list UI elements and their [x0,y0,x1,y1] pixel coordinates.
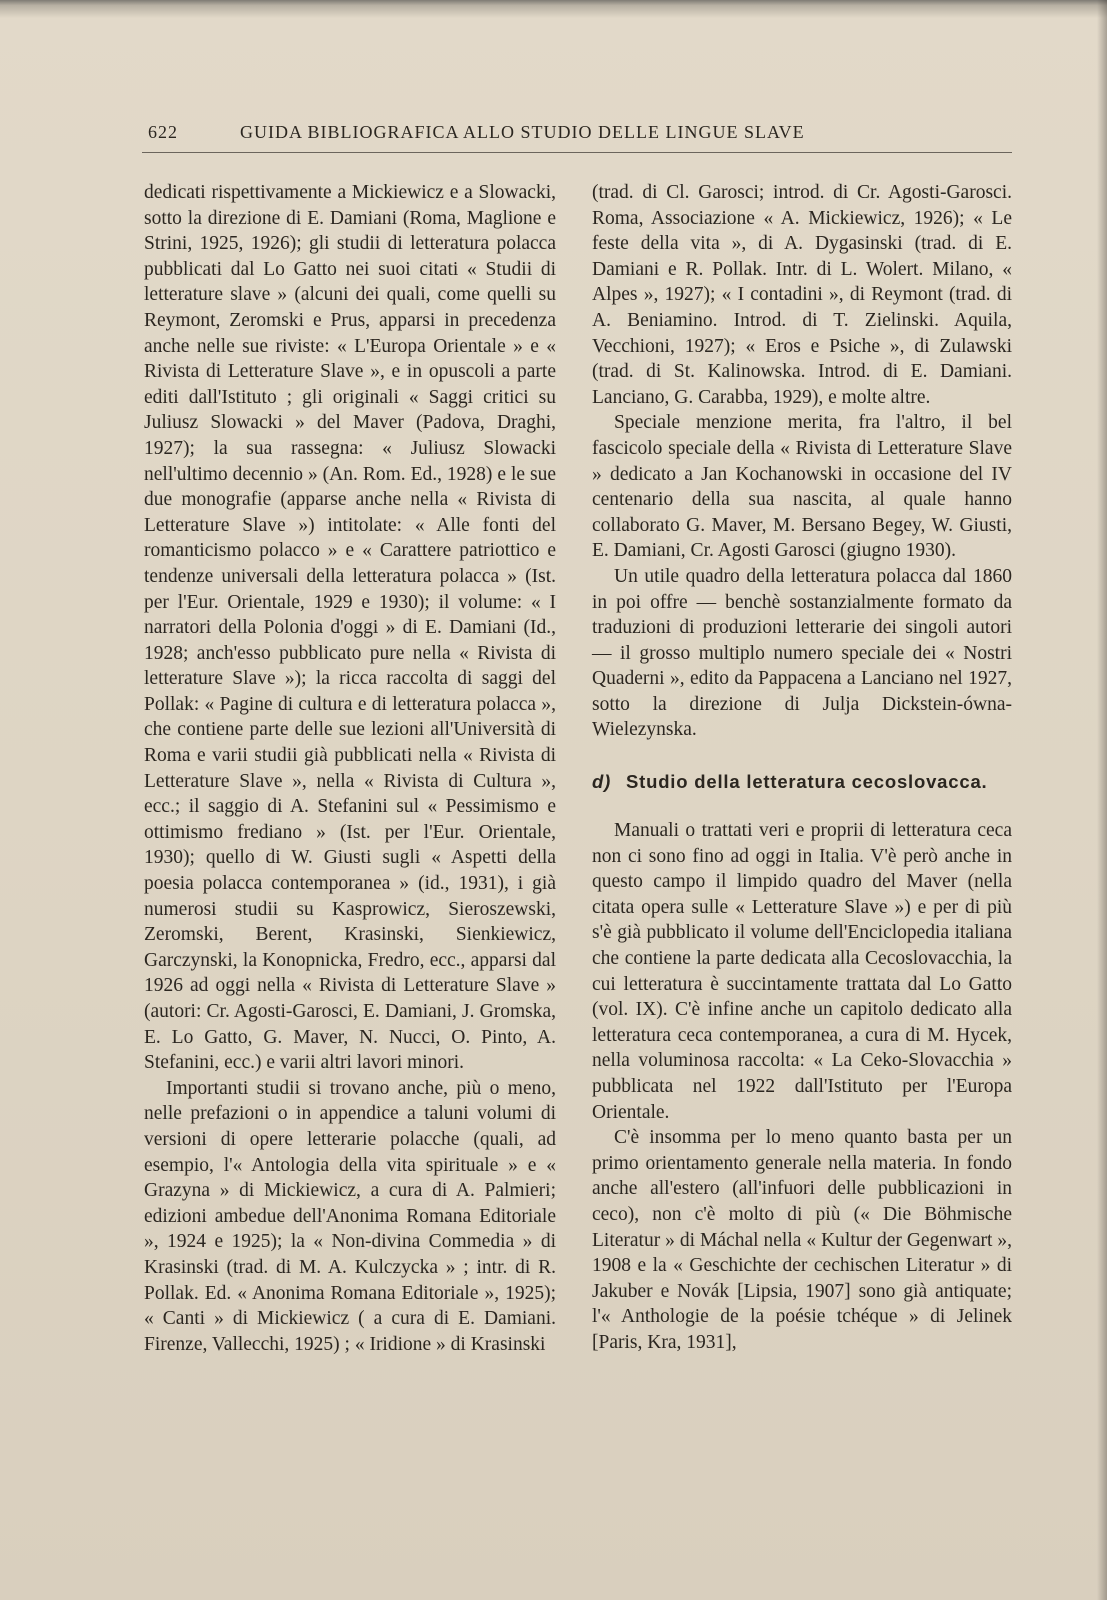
section-heading [592,769,1012,794]
page-number: 622 [148,122,178,142]
running-title: GUIDA BIBLIOGRAFICA ALLO STUDIO DELLE LINGUE SLAVE [240,122,805,142]
page-top-edge [0,0,1107,18]
page-right-edge [1097,0,1107,1600]
right-paragraph-5: C'è insomma per lo meno quanto basta per un primo orientamento generale nella materia. In fondo anche all'estero (all'infuori delle pubblicazioni in ceco), non c'è molto di più (« Die Böhmische Literatur » di Máchal nella « Kultur der Gegenwart », 1908 e la « Geschichte der cechischen Literatur » di Jakuber e Novák [Lipsia, 1907] sono già antiquate; l'« Anthologie de la poésie tchéque » di Jelinek [Paris, Kra, 1931], [592,1127,1012,1353]
left-paragraph-2: Importanti studii si trovano anche, più o meno, nelle prefazioni o in appendice a taluni volumi di versioni di opere letterarie polacche (quali, ad esempio, l'« Antologia della vita spirituale » e « Grazyna » di Mickiewicz, a cura di A. Palmieri; edizioni ambedue dell'Anonima Romana Editoriale », 1924 e 1925); la « Non-divina Commedia » di Krasinski (trad. di M. A. Kulczycka » ; intr. di R. Pollak. Ed. « Anonima Romana Editoriale », 1925); « Canti » di Mickiewicz ( a cura di E. Damiani. Firenze, Vallecchi, 1925) ; « Iridione » di Krasinski [144,1077,556,1355]
running-header [148,122,1008,146]
right-paragraph-4: Manuali o trattati veri e proprii di letteratura ceca non ci sono fino ad oggi in Italia. V'è però anche in questo campo il limpido quadro del Maver (nella citata opera sulle « Letterature Slave ») e per di più s'è già pubblicato il volume dell'Enciclopedia italiana che contiene la parte dedicata alla Cecoslovacchia, la cui letteratura è succintamente trattata dal Lo Gatto (vol. IX). C'è infine anche un capitolo dedicato alla letteratura ceca contemporanea, a cura di M. Hycek, nella voluminosa raccolta: « La Ceko-Slovacchia » pubblicata nel 1922 dall'Istituto per l'Europa Orientale. [592,820,1012,1123]
left-column [144,180,556,1357]
right-paragraph-3: Un utile quadro della letteratura polacca dal 1860 in poi offre — benchè sostanzialmente formato da traduzioni di produzioni letterarie dei singoli autori — il grosso multiplo numero speciale dei « Nostri Quaderni », edito da Pappacena a Lanciano nel 1927, sotto la direzione di Julja Dickstein-ówna-Wielezynska. [592,565,1012,741]
right-paragraph-1: (trad. di Cl. Garosci; introd. di Cr. Agosti-Garosci. Roma, Associazione « A. Mickiewicz, 1926); « Le feste della vita », di A. Dygasinski (trad. di E. Damiani e R. Pollak. Intr. di L. Wolert. Milano, « Alpes », 1927); « I contadini », di Reymont (trad. di A. Beniamino. Introd. di T. Zielinski. Aquila, Vecchioni, 1927); « Eros e Psiche », di Zulawski (trad. di St. Kalinowska. Introd. di E. Damiani. Lanciano, G. Carabba, 1929), e molte altre. [592,182,1012,408]
right-paragraph-2: Speciale menzione merita, fra l'altro, il bel fascicolo speciale della « Rivista di Letterature Slave » dedicato a Jan Kochanowski in occasione del IV centenario della sua nascita, al quale hanno collaborato G. Maver, M. Bersano Begey, W. Giusti, E. Damiani, Cr. Agosti Garosci (giugno 1930). [592,412,1012,562]
section-title: Studio della letteratura cecoslovacca. [626,771,988,793]
right-column [592,180,1012,1356]
header-rule [142,152,1012,153]
section-label: d) [592,771,612,793]
left-paragraph-1: dedicati rispettivamente a Mickiewicz e a Slowacki, sotto la direzione di E. Damiani (Roma, Maglione e Strini, 1925, 1926); gli studii di letteratura polacca pubblicati dal Lo Gatto nei suoi citati « Studii di letterature slave » (alcuni dei quali, come quelli su Reymont, Zeromski e Prus, apparsi in precedenza anche nelle sue riviste: « L'Europa Orientale » e « Rivista di Letterature Slave », e in opuscoli a parte editi dall'Istituto ; gli originali « Saggi critici su Juliusz Slowacki » del Maver (Padova, Draghi, 1927); la sua rassegna: « Juliusz Slowacki nell'ultimo decennio » (An. Rom. Ed., 1928) e le sue due monografie (apparse anche nella « Rivista di Letterature Slave ») intitolate: « Alle fonti del romanticismo polacco » e « Carattere patriottico e tendenze universali della letteratura polacca » (Ist. per l'Eur. Orientale, 1929 e 1930); il volume: « I narratori della Polonia d'oggi » di E. Damiani (Id., 1928; anch'esso pubblicato pure nella « Rivista di letterature Slave »); la ricca raccolta di saggi del Pollak: « Pagine di cultura e di letteratura polacca », che contiene parte delle sue lezioni all'Università di Roma e varii studii già pubblicati nella « Rivista di Letterature Slave », nella « Rivista di Cultura », ecc.; il saggio di A. Stefanini sul « Pessimismo e ottimismo frediano » (Ist. per l'Eur. Orientale, 1930); quello di W. Giusti sugli « Aspetti della poesia polacca contemporanea » (id., 1931), i già numerosi studii su Kasprowicz, Sieroszewski, Zeromski, Berent, Krasinski, Sienkiewicz, Garczynski, la Konopnicka, Fredro, ecc., apparsi dal 1926 ad oggi nella « Rivista di Letterature Slave » (autori: Cr. Agosti-Garosci, E. Damiani, J. Gromska, E. Lo Gatto, G. Maver, N. Nucci, O. Pinto, A. Stefanini, ecc.) e varii altri lavori minori. [144,182,556,1074]
